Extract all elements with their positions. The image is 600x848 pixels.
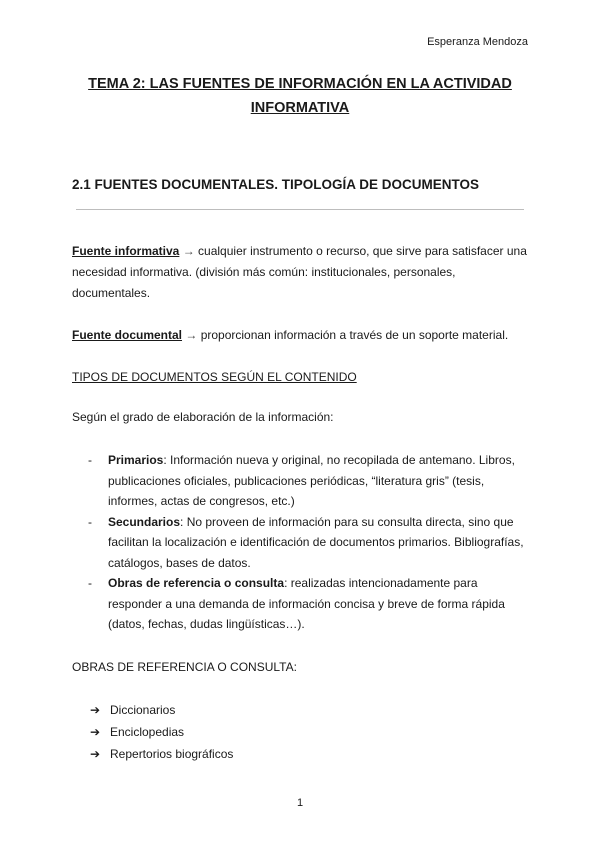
section-divider bbox=[76, 209, 524, 210]
document-title bbox=[60, 72, 540, 120]
definition-term: Fuente informativa bbox=[72, 244, 180, 258]
type-name: Primarios bbox=[108, 453, 164, 467]
type-text: : realizadas intencionadamente para responder a una demanda de información concisa y breve de forma rápida (datos, fechas, dudas lingüísticas…). bbox=[108, 576, 505, 631]
definition-text: cualquier instrumento o recurso, que sirve para satisfacer una necesidad informativa. (división más común: institucionales, personales, documentales. bbox=[72, 244, 527, 300]
list-item bbox=[90, 699, 233, 721]
reference-heading: OBRAS DE REFERENCIA O CONSULTA: bbox=[72, 660, 297, 674]
definition-text: proporcionan información a través de un soporte material. bbox=[197, 328, 509, 342]
section-heading: 2.1 FUENTES DOCUMENTALES. TIPOLOGÍA DE DOCUMENTOS bbox=[72, 177, 480, 192]
arrow-bullet-icon: ➔ bbox=[90, 725, 101, 739]
arrow-bullet-icon: ➔ bbox=[90, 703, 101, 717]
title-line-1: TEMA 2: LAS FUENTES DE INFORMACIÓN EN LA ACTIVIDAD bbox=[88, 76, 512, 92]
types-heading: TIPOS DE DOCUMENTOS SEGÚN EL CONTENIDO bbox=[72, 370, 357, 384]
list-item bbox=[88, 512, 528, 574]
dash-bullet: - bbox=[88, 576, 92, 590]
type-name: Secundarios bbox=[108, 514, 181, 529]
title-line-2: INFORMATIVA bbox=[250, 100, 350, 116]
dash-bullet: - bbox=[88, 453, 92, 467]
type-text: : Información nueva y original, no recopilada de antemano. Libros, publicaciones oficiales, publicaciones periódicas, “literatura gris” (tesis, informes, actas de congresos, etc.) bbox=[108, 453, 515, 508]
right-arrow-icon: → bbox=[185, 328, 198, 342]
types-list bbox=[88, 450, 528, 635]
type-text: : No proveen de información para su consulta directa, sino que facilitan la localización e identificación de documentos primarios. Bibliografías, catálogos, bases de datos. bbox=[108, 514, 524, 570]
reference-label: Diccionarios bbox=[110, 703, 176, 717]
list-item bbox=[90, 743, 233, 765]
reference-label: Repertorios biográficos bbox=[110, 747, 234, 761]
reference-label: Enciclopedias bbox=[110, 725, 185, 739]
types-intro: Según el grado de elaboración de la información: bbox=[72, 410, 334, 424]
definition-fuente-documental bbox=[72, 325, 532, 346]
list-item bbox=[88, 450, 528, 512]
dash-bullet: - bbox=[88, 514, 92, 529]
arrow-bullet-icon: ➔ bbox=[90, 747, 101, 761]
reference-list bbox=[90, 699, 233, 765]
type-name: Obras de referencia o consulta bbox=[108, 576, 285, 590]
definition-fuente-informativa bbox=[72, 241, 532, 304]
list-item bbox=[90, 721, 233, 743]
author-name: Esperanza Mendoza bbox=[427, 36, 528, 48]
page-number: 1 bbox=[296, 797, 304, 809]
list-item bbox=[88, 573, 528, 635]
definition-term: Fuente documental bbox=[72, 328, 183, 342]
right-arrow-icon: → bbox=[182, 244, 195, 258]
